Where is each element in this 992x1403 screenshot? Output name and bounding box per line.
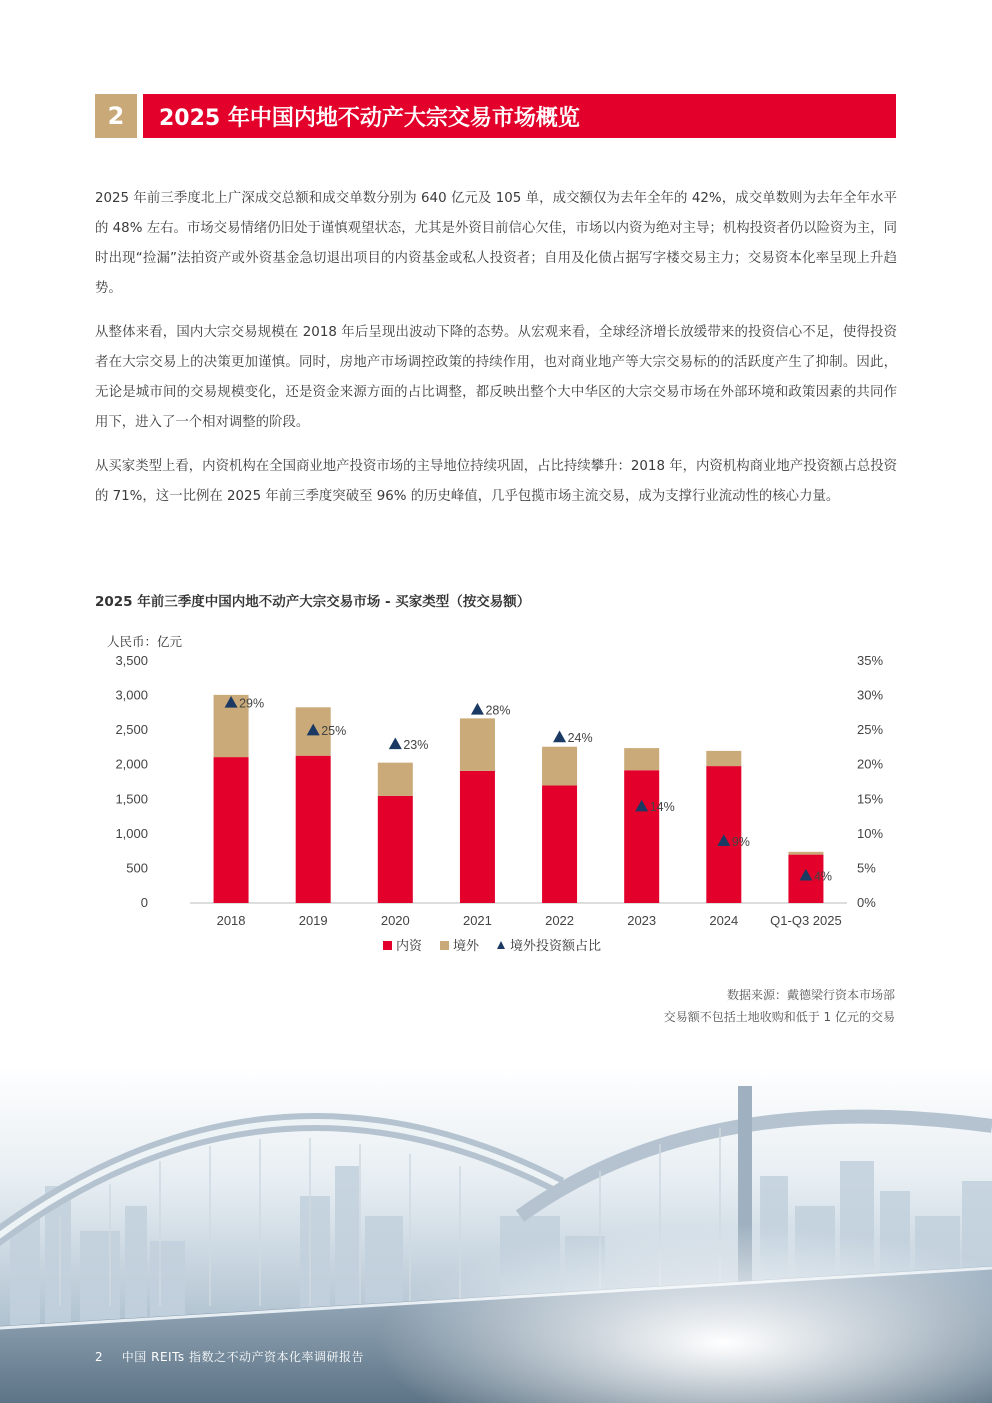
bar-overseas	[788, 852, 823, 855]
y-axis-label: 人民币：亿元	[107, 635, 183, 649]
bar-domestic	[214, 757, 249, 903]
bar-overseas	[706, 751, 741, 766]
legend-label-share: 境外投资额占比	[510, 938, 602, 953]
section-title: 2025 年中国内地不动产大宗交易市场概览	[159, 105, 580, 131]
paragraph-3: 从买家类型上看，内资机构在全国商业地产投资市场的主导地位持续巩固，占比持续攀升：2018 年，内资机构商业地产投资额占总投资的 71%，这一比例在 2025 年前三季度突破至 96% 的历史峰值，几乎包揽市场主流交易，成为支撑行业流动性的核心力量。	[95, 459, 897, 504]
y-tick-label: 2,000	[115, 756, 148, 772]
share-marker	[553, 731, 566, 743]
share-data-label: 14%	[649, 800, 675, 815]
footer-report-title: 中国 REITs 指数之不动产资本化率调研报告	[121, 1350, 364, 1364]
y2-tick-label: 25%	[857, 722, 884, 738]
bar-overseas	[378, 763, 413, 796]
chart-svg	[95, 628, 897, 968]
y-tick-label: 1,500	[115, 791, 148, 807]
chart	[95, 628, 897, 968]
legend-swatch-overseas	[440, 941, 449, 950]
section-number: 2	[95, 94, 137, 138]
x-tick-label: 2019	[298, 913, 328, 928]
legend-marker-share	[497, 941, 505, 949]
legend-label-domestic: 内资	[396, 938, 423, 953]
source-note: 数据来源：戴德梁行资本市场部	[726, 988, 895, 1002]
share-data-label: 9%	[731, 834, 750, 849]
x-tick-label: 2021	[462, 913, 492, 928]
section-header	[95, 94, 896, 138]
share-data-label: 25%	[321, 724, 347, 739]
footer	[95, 1348, 364, 1365]
y-tick-label: 1,000	[115, 825, 148, 841]
x-tick-label: 2022	[545, 913, 575, 928]
x-tick-label: 2018	[216, 913, 246, 928]
y2-tick-label: 35%	[857, 653, 884, 668]
y2-tick-label: 20%	[857, 756, 884, 772]
share-data-label: 24%	[567, 731, 593, 746]
y-tick-label: 0	[140, 895, 148, 910]
share-data-label: 29%	[239, 696, 265, 711]
y-tick-label: 500	[126, 860, 148, 876]
legend-swatch-domestic	[383, 941, 392, 950]
section-title-bar	[143, 94, 896, 138]
x-tick-label: Q1-Q3 2025	[770, 913, 842, 928]
page-number: 2	[95, 1350, 104, 1364]
bar-overseas	[460, 718, 495, 771]
bar-domestic	[296, 756, 331, 903]
share-data-label: 4%	[813, 869, 833, 884]
y2-tick-label: 5%	[857, 860, 876, 876]
bar-overseas	[542, 747, 577, 786]
bar-overseas	[624, 748, 659, 770]
paragraph-1: 2025 年前三季度北上广深成交总额和成交单数分别为 640 亿元及 105 单，成交额仅为去年全年的 42%，成交单数则为去年全年水平的 48% 左右。市场交易情绪仍旧处于谨慎观望状态，尤其是外资目前信心欠佳，市场以内资为绝对主导；机构投资者仍以险资为主，同时出现“捡漏”法拍资产或外资基金急切退出项目的内资基金或私人投资者；自用及化债占据写字楼交易主力；交易资本化率呈现上升趋势。	[95, 191, 897, 296]
bar-domestic	[460, 771, 495, 903]
chart-title: 2025 年前三季度中国内地不动产大宗交易市场 - 买家类型（按交易额）	[95, 594, 531, 610]
y2-tick-label: 30%	[857, 687, 884, 703]
x-tick-label: 2023	[627, 913, 657, 928]
x-tick-label: 2020	[380, 913, 410, 928]
y-tick-label: 3,500	[115, 653, 148, 668]
paragraph-2: 从整体来看，国内大宗交易规模在 2018 年后呈现出波动下降的态势。从宏观来看，全球经济增长放缓带来的投资信心不足，使得投资者在大宗交易上的决策更加谨慎。同时，房地产市场调控政策的持续作用，也对商业地产等大宗交易标的的活跃度产生了抑制。因此，无论是城市间的交易规模变化，还是资金来源方面的占比调整，都反映出整个大中华区的大宗交易市场在外部环境和政策因素的共同作用下，进入了一个相对调整的阶段。	[95, 325, 897, 430]
y2-tick-label: 0%	[857, 895, 876, 910]
legend-label-overseas: 境外	[453, 938, 480, 953]
share-marker	[389, 737, 402, 749]
bar-domestic	[378, 796, 413, 903]
y-tick-label: 3,000	[115, 687, 148, 703]
x-tick-label: 2024	[709, 913, 739, 928]
y2-tick-label: 15%	[857, 791, 884, 807]
share-data-label: 23%	[403, 737, 429, 752]
y2-tick-label: 10%	[857, 825, 884, 841]
y-tick-label: 2,500	[115, 722, 148, 738]
share-marker	[471, 703, 484, 715]
bar-domestic	[542, 785, 577, 903]
bar-domestic	[624, 770, 659, 903]
source-exclusion-note: 交易额不包括土地收购和低于 1 亿元的交易	[663, 1010, 895, 1024]
share-data-label: 28%	[485, 703, 511, 718]
